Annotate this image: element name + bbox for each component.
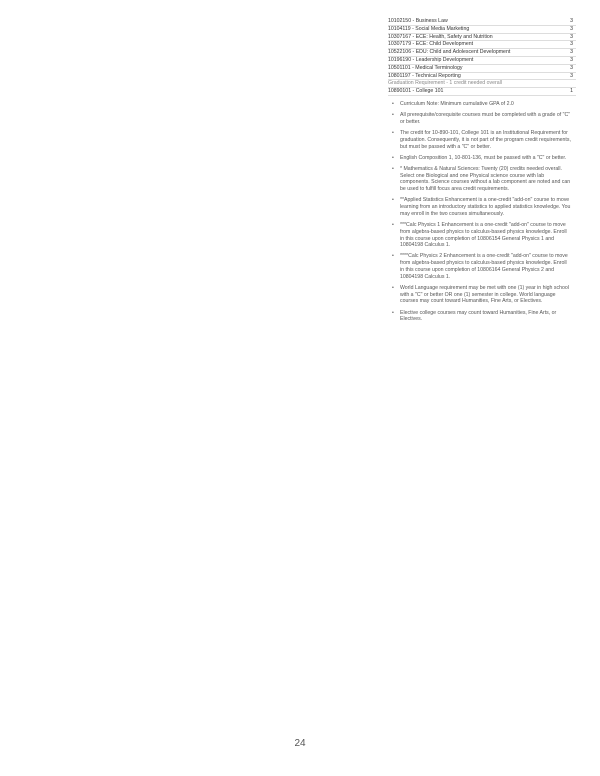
note-text: English Composition 1, 10-801-136, must be passed with a "C" or better. xyxy=(400,154,567,161)
note-text: ****Calc Physics 2 Enhancement is a one-credit "add-on" course to move from algebra-based physics to calculus-based physics knowledge. Enroll in this course upon completion of 10806164 General Physics 2 and 10804198 Calculus 1. xyxy=(400,253,568,280)
bullet-icon: • xyxy=(392,112,394,119)
note-item xyxy=(392,310,572,324)
page-number: 24 xyxy=(294,738,306,749)
course-credits: 3 xyxy=(570,41,573,48)
note-item xyxy=(392,155,572,162)
note-item xyxy=(392,112,572,126)
course-row xyxy=(388,49,576,57)
note-text: All prerequisite/corequisite courses must be completed with a grade of "C" or better. xyxy=(400,112,571,125)
course-name: 10196190 - Leadership Development xyxy=(388,56,474,63)
course-credits: 3 xyxy=(570,56,573,63)
course-credits: 3 xyxy=(570,18,573,24)
course-name: 10522106 - EDU: Child and Adolescent Development xyxy=(388,49,511,56)
course-row xyxy=(388,41,576,49)
course-row-college-101 xyxy=(388,88,576,96)
bullet-icon: • xyxy=(392,309,394,316)
note-item xyxy=(392,285,572,305)
course-name: 10104119 - Social Media Marketing xyxy=(388,25,470,32)
course-credits: 3 xyxy=(570,25,573,32)
note-text: **Applied Statistics Enhancement is a one-credit "add-on" course to move learning from an introductory statistics to applied statistics knowledge. You may enroll in the two courses simultaneously. xyxy=(400,197,571,217)
course-name: 10307179 - ECE: Child Development xyxy=(388,41,474,48)
note-text: * Mathematics & Natural Sciences: Twenty (20) credits needed overall. Select one Biological and one Physical science course with lab components. Science courses without a lab component are noted and can be used to fulfill focus area credit requirements. xyxy=(400,165,571,193)
note-text: World Language requirement may be met with one (1) year in high school with a "C" or better OR one (1) semester in college. World language courses may count toward Humanities, Fine Arts, or Electives. xyxy=(400,284,569,305)
course-name: 10890101 - College 101 xyxy=(388,88,444,95)
course-credits: 1 xyxy=(570,88,573,95)
course-credits: 3 xyxy=(570,64,573,71)
course-name: 10102150 - Business Law xyxy=(388,18,448,24)
document-content xyxy=(388,18,576,327)
bullet-icon: • xyxy=(392,165,394,172)
course-row xyxy=(388,57,576,65)
note-item xyxy=(392,222,572,249)
note-text: ***Calc Physics 1 Enhancement is a one-credit "add-on" course to move from algebra-based physics to calculus-based physics knowledge. Enroll in this course upon completion of 10806154 General Physics 1 and 10804198 Calculus 1. xyxy=(400,221,567,249)
note-text: Curriculum Note: Minimum cumulative GPA of 2.0 xyxy=(400,100,514,107)
note-item xyxy=(392,130,572,150)
course-name: 10801197 - Technical Reporting xyxy=(388,72,461,79)
bullet-icon: • xyxy=(392,129,394,136)
course-row xyxy=(388,73,576,81)
note-item xyxy=(392,166,572,193)
graduation-requirement-heading: Graduation Requirement - 1 credit needed overall xyxy=(388,80,576,88)
curriculum-notes-list xyxy=(388,101,572,323)
bullet-icon: • xyxy=(392,154,394,161)
note-text: The credit for 10-890-101, College 101 is an Institutional Requirement for graduation. Consequently, it is not part of the program credit requirements, but must be passed with a "C" or better. xyxy=(400,129,571,150)
course-row xyxy=(388,34,576,42)
course-name: 10501101 - Medical Terminology xyxy=(388,64,463,71)
note-item xyxy=(392,101,572,108)
bullet-icon: • xyxy=(392,100,394,107)
course-credits: 3 xyxy=(570,33,573,40)
course-credits: 3 xyxy=(570,49,573,56)
note-item xyxy=(392,197,572,217)
note-text: Elective college courses may count toward Humanities, Fine Arts, or Electives. xyxy=(400,309,557,323)
course-name: 10307167 - ECE: Health, Safety and Nutrition xyxy=(388,33,493,40)
bullet-icon: • xyxy=(392,284,394,291)
bullet-icon: • xyxy=(392,221,394,228)
course-row xyxy=(388,18,576,26)
course-row xyxy=(388,26,576,34)
course-row xyxy=(388,65,576,73)
course-list xyxy=(388,18,576,96)
bullet-icon: • xyxy=(392,197,394,204)
course-credits: 3 xyxy=(570,72,573,79)
note-item xyxy=(392,253,572,280)
bullet-icon: • xyxy=(392,253,394,260)
